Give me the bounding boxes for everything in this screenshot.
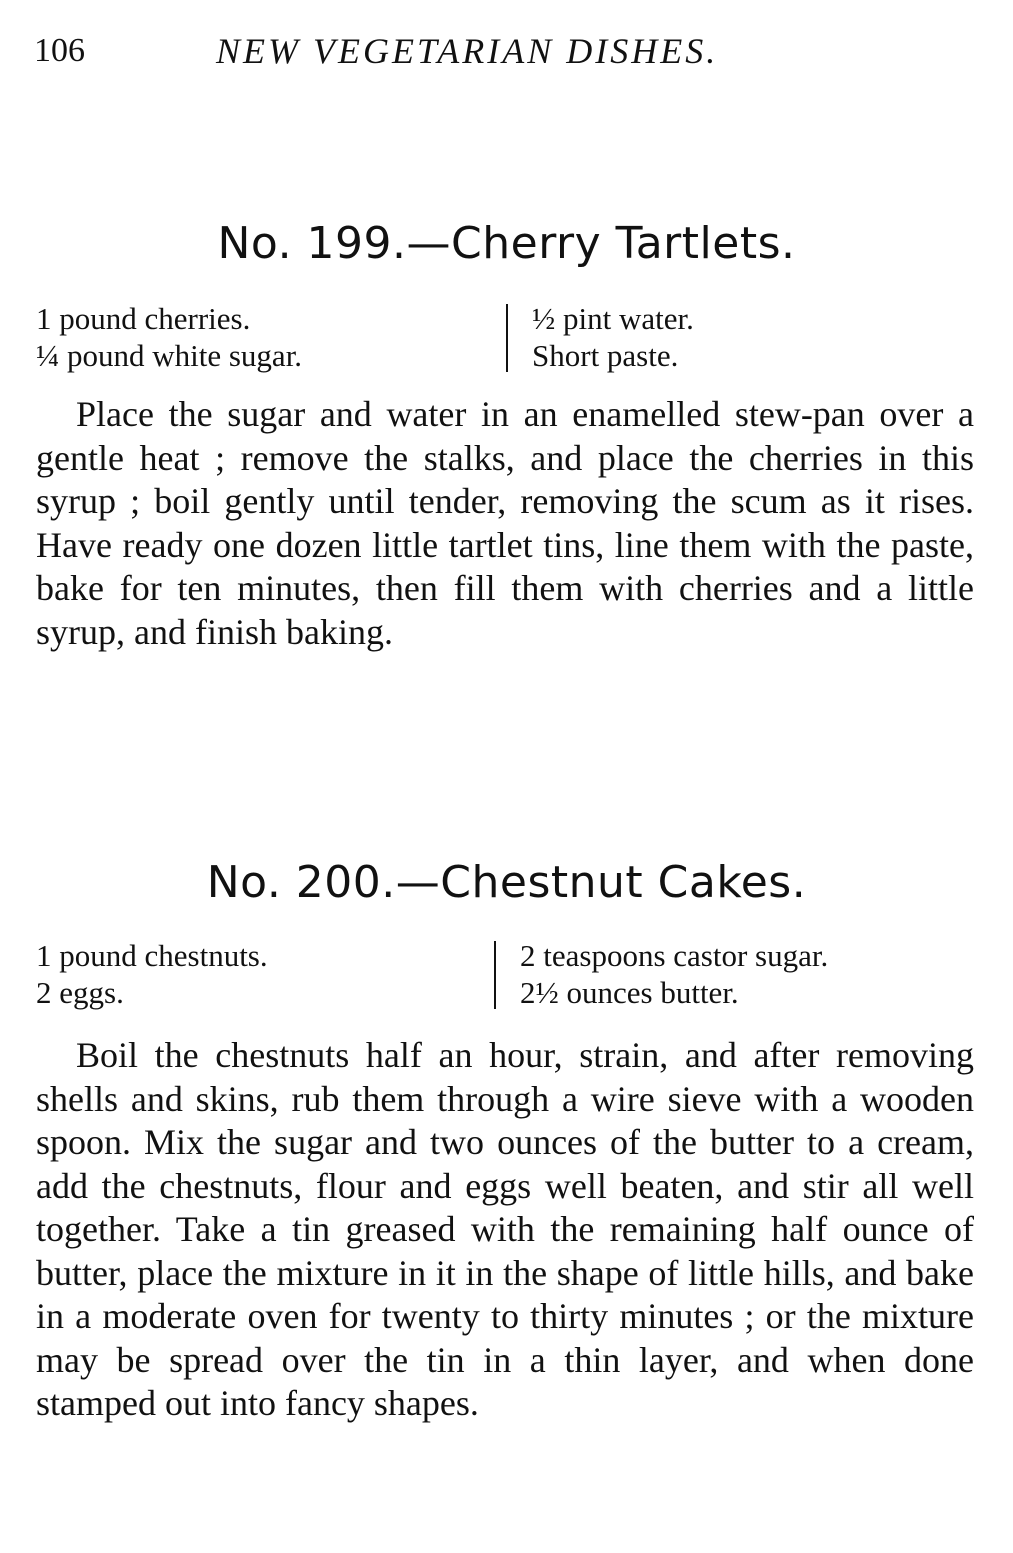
column-divider xyxy=(494,941,496,1009)
ingredient-item: ½ pint water. xyxy=(532,301,694,336)
ingredient-item: 2 teaspoons castor sugar. xyxy=(520,938,829,973)
ingredient-item: ¼ pound white sugar. xyxy=(36,338,303,373)
ingredient-item: 2½ ounces butter. xyxy=(520,975,739,1010)
ingredient-item: 2 eggs. xyxy=(36,975,124,1010)
column-divider xyxy=(506,304,508,372)
page-number: 106 xyxy=(34,32,85,69)
ingredients-list-199 xyxy=(36,300,976,376)
ingredients-list-200 xyxy=(36,937,976,1013)
ingredients-left-column xyxy=(36,300,302,374)
running-head xyxy=(34,28,974,78)
ingredient-item: Short paste. xyxy=(532,338,679,373)
recipe-title-199: No. 199.—Cherry Tartlets. xyxy=(217,218,796,269)
ingredient-item: 1 pound cherries. xyxy=(36,301,251,336)
ingredients-right-column xyxy=(520,937,828,1011)
recipe-method-199: Place the sugar and water in an enamelled stew-pan over a gentle heat ; remove the stalks, and place the cherries in this syrup ; boil gently until tender, removing the scum as it rises. Have ready one dozen little tartlet tins, line them with the paste, bake for ten minutes, then fill them with cherries and a little syrup, and finish baking. xyxy=(36,394,974,652)
book-title: NEW VEGETARIAN DISHES. xyxy=(216,31,719,71)
recipe-title-200: No. 200.—Chestnut Cakes. xyxy=(206,857,807,908)
ingredients-right-column xyxy=(532,300,694,374)
ingredient-item: 1 pound chestnuts. xyxy=(36,938,268,973)
recipe-method-200: Boil the chestnuts half an hour, strain, and after removing shells and skins, rub them through a wire sieve with a wooden spoon. Mix the sugar and two ounces of the butter to a cream, add the chestnuts, flour and eggs well beaten, and stir all well together. Take a tin greased with the remaining half ounce of butter, place the mixture in it in the shape of little hills, and bake in a moderate oven for twenty to thirty minutes ; or the mixture may be spread over the tin in a thin layer, and when done stamped out into fancy shapes. xyxy=(36,1035,974,1423)
ingredients-left-column xyxy=(36,937,268,1011)
